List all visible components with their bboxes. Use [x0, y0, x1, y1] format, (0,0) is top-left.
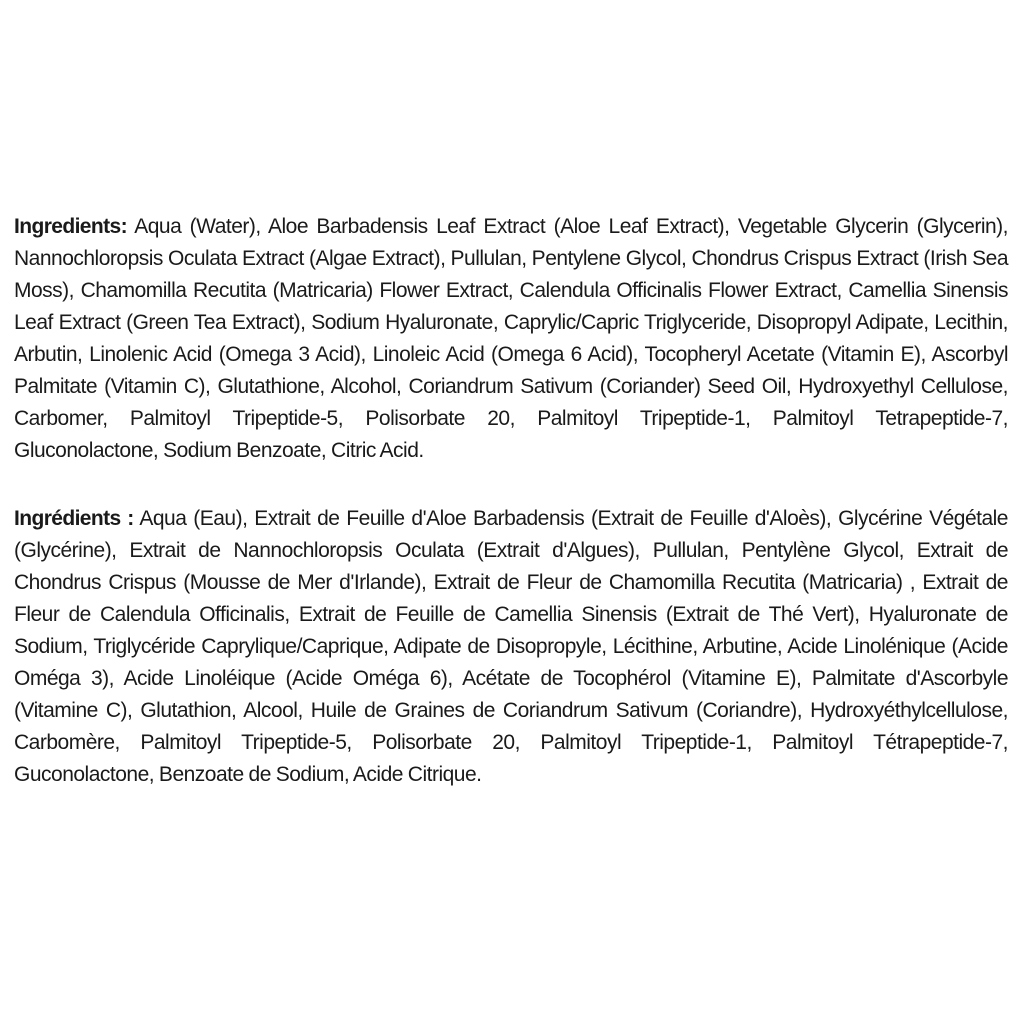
english-ingredients-heading: Ingredients:: [14, 215, 127, 238]
english-ingredients-text: Aqua (Water), Aloe Barbadensis Leaf Extract (Aloe Leaf Extract), Vegetable Glycerin (Glycerin), Nannochloropsis Oculata Extract (Algae Extract), Pullulan, Pentylene Glycol, Chondrus Crispus Extract (Irish Sea Moss), Chamomilla Recutita (Matricaria) Flower Extract, Calendula Officinalis Flower Extract, Camellia Sinensis Leaf Extract (Green Tea Extract), Sodium Hyaluronate, Caprylic/Capric Triglyceride, Disopropyl Adipate, Lecithin, Arbutin, Linolenic Acid (Omega 3 Acid), Linoleic Acid (Omega 6 Acid), Tocopheryl Acetate (Vitamin E), Ascorbyl Palmitate (Vitamin C), Glutathione, Alcohol, Coriandrum Sativum (Coriander) Seed Oil, Hydroxyethyl Cellulose, Carbomer, Palmitoyl Tripeptide-5, Polisorbate 20, Palmitoyl Tripeptide-1, Palmitoyl Tetrapeptide-7, Gluconolactone, Sodium Benzoate, Citric Acid.: [14, 215, 1008, 462]
french-ingredients-text: Aqua (Eau), Extrait de Feuille d'Aloe Barbadensis (Extrait de Feuille d'Aloès), Glycérine Végétale (Glycérine), Extrait de Nannochloropsis Oculata (Extrait d'Algues), Pullulan, Pentylène Glycol, Extrait de Chondrus Crispus (Mousse de Mer d'Irlande), Extrait de Fleur de Chamomilla Recutita (Matricaria) , Extrait de Fleur de Calendula Officinalis, Extrait de Feuille de Camellia Sinensis (Extrait de Thé Vert), Hyaluronate de Sodium, Triglycéride Caprylique/Caprique, Adipate de Disopropyle, Lécithine, Arbutine, Acide Linolénique (Acide Oméga 3), Acide Linoléique (Acide Oméga 6), Acétate de Tocophérol (Vitamine E), Palmitate d'Ascorbyle (Vitamine C), Glutathion, Alcool, Huile de Graines de Coriandrum Sativum (Coriandre), Hydroxyéthylcellulose, Carbomère, Palmitoyl Tripeptide-5, Polisorbate 20, Palmitoyl Tripeptide-1, Palmitoyl Tétrapeptide-7, Guconolactone, Benzoate de Sodium, Acide Citrique.: [14, 507, 1008, 786]
english-ingredients-block: [14, 211, 1008, 467]
french-ingredients-heading: Ingrédients :: [14, 507, 134, 530]
french-ingredients-block: [14, 503, 1008, 791]
